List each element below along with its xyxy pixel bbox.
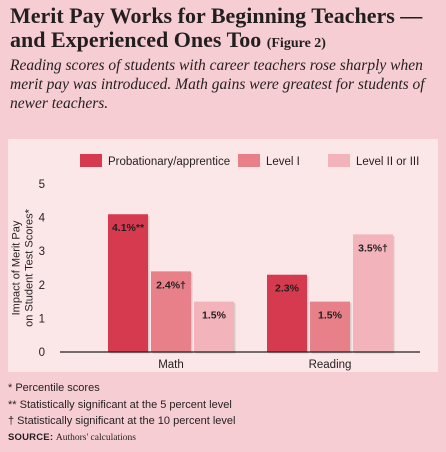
footnotes [8,380,438,446]
data-label-reading-1: 1.5% [318,309,342,322]
data-label-math-2: 1.5% [202,309,226,322]
chart-title [10,4,440,56]
footnote-5-percent: ** Statistically significant at the 5 percent level [8,398,232,411]
source-text: Authors' calculations [55,432,136,443]
bar-chart [8,139,438,372]
y-tick-label-5: 5 [38,179,45,191]
y-tick-label-2: 2 [38,279,45,292]
data-label-math-1: 2.4%† [156,279,186,292]
data-label-math-0: 4.1%** [111,222,145,235]
data-label-reading-0: 2.3% [275,282,299,295]
figure-number: (Figure 2) [266,36,326,51]
legend-swatch-0 [80,154,102,167]
legend-label-2: Level II or III [356,156,420,168]
y-axis-label [10,208,35,327]
chart-title-main: Merit Pay Works for Beginning Teachers — and Experienced Ones Too [10,3,423,52]
y-axis-label-line-0: Impact of Merit Pay [10,220,23,316]
footnote-10-percent: † Statistically significant at the 10 percent level [8,415,236,427]
legend-swatch-1 [238,154,260,167]
source-label: SOURCE: [8,431,54,443]
y-tick-label-3: 3 [38,246,45,259]
chart-subtitle: Reading scores of students with career teachers rose sharply when merit pay was introduced. Math gains were greatest for students of newer teachers. [10,57,425,112]
data-label-reading-2: 3.5%† [358,242,388,255]
footnote-percentile: * Percentile scores [8,382,100,394]
x-tick-label-math: Math [158,359,184,371]
y-tick-label-4: 4 [38,212,45,225]
legend-swatch-2 [328,154,350,167]
y-tick-label-1: 1 [38,313,45,326]
legend-label-1: Level I [266,156,300,168]
source-line [8,430,438,447]
y-tick-label-0: 0 [38,347,45,359]
x-tick-label-reading: Reading [308,359,352,371]
chart-panel [8,139,438,372]
bar-math-0 [108,214,148,352]
y-axis-label-line-1: on Student Test Scores* [23,209,36,327]
legend-label-0: Probationary/apprentice [108,156,231,168]
